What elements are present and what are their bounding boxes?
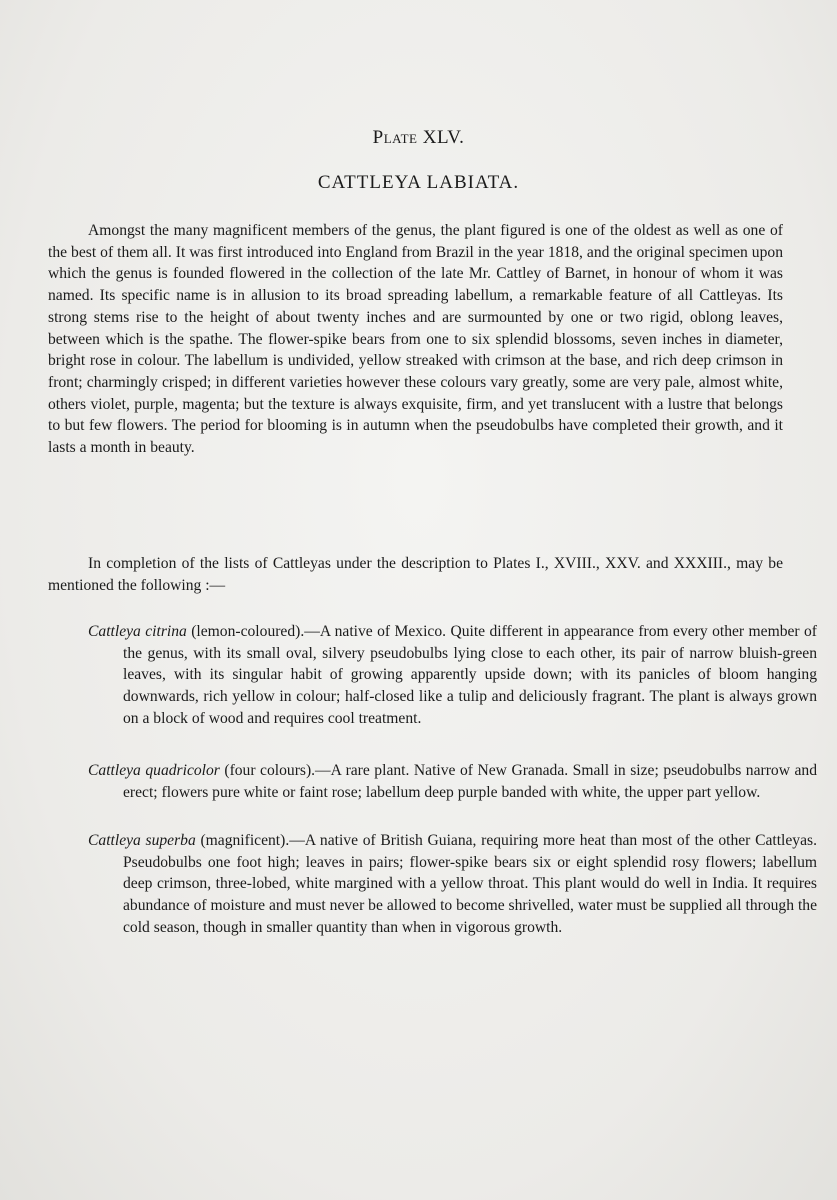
species-name: Cattleya quadricolor xyxy=(88,762,220,779)
species-name: Cattleya superba xyxy=(88,832,196,849)
species-description: (magnificent).—A native of British Guiana, requiring more heat than most of the other Cattleyas. Pseudobulbs one foot high; leaves in pairs; flower-spike bears six or eight splendid rosy flowers; labellum deep crimson, three-lobed, white margined with a yellow throat. This plant would do well in India. It requires abundance of moisture and must never be allowed to become shrivelled, water must be supplied all through the cold season, though in smaller quantity than when in vigorous growth. xyxy=(123,832,817,936)
description-paragraph: Amongst the many magnificent members of the genus, the plant figured is one of the oldest as well as one of the best of them all. It was first introduced into England from Brazil in the year 1818, and the original specimen upon which the genus is founded flowered in the collection of the late Mr. Cattley of Barnet, in honour of whom it was named. Its specific name is in allusion to its broad spreading labellum, a remarkable feature of all Cattleyas. Its strong stems rise to the height of about twenty inches and are surmounted by one or two rigid, oblong leaves, between which is the spathe. The flower-spike bears from one to six splendid blossoms, seven inches in diameter, bright rose in colour. The labellum is undivided, yellow streaked with crimson at the base, and rich deep crimson in front; charmingly crisped; in different varieties however these colours vary greatly, some are very pale, almost white, others violet, purple, magenta; but the texture is always exquisite, firm, and yet translucent with a lustre that belongs to but few flowers. The period for blooming is in autumn when the pseudobulbs have completed their growth, and it lasts a month in beauty. xyxy=(48,222,783,457)
species-description: (four colours).—A rare plant. Native of New Granada. Small in size; pseudobulbs narrow and erect; flowers pure white or faint rose; labellum deep purple banded with white, the upper part yellow. xyxy=(123,762,817,801)
species-entry-quadricolor xyxy=(88,760,817,803)
species-entry-superba xyxy=(88,830,817,939)
species-entry-citrina xyxy=(88,621,817,730)
page-title: CATTLEYA LABIATA. xyxy=(317,172,520,193)
list-intro-paragraph: In completion of the lists of Cattleyas under the description to Plates I., XVIII., XXV. and XXXIII., may be mentioned the following :— xyxy=(48,555,783,594)
species-name: Cattleya citrina xyxy=(88,623,187,640)
plate-number: Plate XLV. xyxy=(372,127,465,148)
species-description: (lemon-coloured).—A native of Mexico. Quite different in appearance from every other member of the genus, with its small oval, silvery pseudobulbs lying close to each other, its pair of narrow bluish-green leaves, with its singular habit of growing apparently upside down; with its panicles of bloom hanging downwards, rich yellow in colour; half-closed like a tulip and deliciously fragrant. The plant is always grown on a block of wood and requires cool treatment. xyxy=(123,623,817,727)
